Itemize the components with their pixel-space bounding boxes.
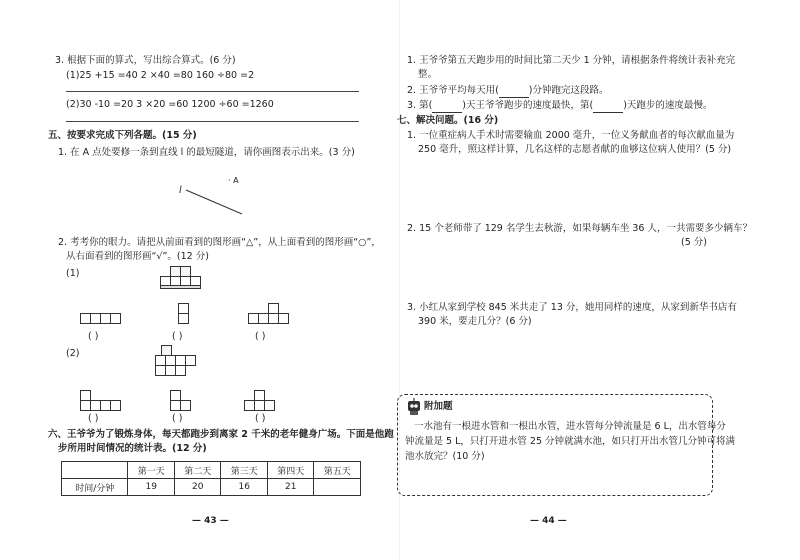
table-header-cell bbox=[62, 462, 128, 479]
section7-title: 七、解决问题。(16 分) bbox=[397, 115, 499, 126]
answer-paren: ( ) bbox=[255, 413, 266, 424]
table-cell: 19 bbox=[128, 479, 175, 496]
answer-paren: ( ) bbox=[255, 331, 266, 342]
table-cell: 20 bbox=[174, 479, 221, 496]
q5-2-b: 从右面看到的图形画“√”。(12 分) bbox=[66, 251, 209, 262]
answer-blank[interactable] bbox=[432, 102, 462, 113]
answer-blank[interactable] bbox=[593, 102, 623, 113]
table-cell-empty bbox=[314, 479, 361, 496]
r-q2-post: )分钟跑完这段路。 bbox=[528, 85, 609, 96]
r-q3-mid: )天王爷爷跑步的速度最快，第( bbox=[462, 100, 594, 111]
r-q2 bbox=[407, 84, 609, 98]
answer-line bbox=[66, 91, 359, 92]
answer-blank[interactable] bbox=[499, 87, 529, 98]
robot-icon bbox=[406, 398, 422, 416]
table-cell: 16 bbox=[221, 479, 268, 496]
problem1-b: 250 毫升，照这样计算，几名这样的志愿者献的血够这位病人使用？(5 分) bbox=[418, 144, 732, 155]
table-row bbox=[62, 479, 361, 496]
answer-paren: ( ) bbox=[172, 413, 183, 424]
answer-paren: ( ) bbox=[172, 331, 183, 342]
page-number-44: — 44 — bbox=[530, 516, 567, 526]
line-l-label: l bbox=[179, 185, 182, 196]
bonus-text-b: 钟流量是 5 L，只打开进水管 25 分钟就满水池，如只打开出水管几分钟可将满 bbox=[405, 436, 736, 447]
q3-line2: (2)30 -10 =20 3 ×20 =60 1200 ÷60 =1260 bbox=[66, 99, 274, 110]
q5-1: 1. 在 A 点处要修一条到直线 l 的最短隧道，请你画图表示出来。(3 分) bbox=[58, 147, 355, 158]
table-header-cell: 第三天 bbox=[221, 462, 268, 479]
answer-paren: ( ) bbox=[88, 331, 99, 342]
problem2-b: (5 分) bbox=[681, 237, 707, 248]
section5-title: 五、按要求完成下列各题。(15 分) bbox=[48, 130, 197, 141]
running-time-table bbox=[61, 461, 361, 496]
table-header-cell: 第五天 bbox=[314, 462, 361, 479]
table-cell: 21 bbox=[267, 479, 314, 496]
r-q1-a: 1. 王爷爷第五天跑步用的时间比第二天少 1 分钟，请根据条件将统计表补充完 bbox=[407, 55, 736, 66]
bonus-text-a: 一水池有一根进水管和一根出水管，进水管每分钟流量是 6 L，出水管每分 bbox=[414, 421, 726, 432]
problem3-a: 3. 小红从家到学校 845 米共走了 13 分，她用同样的速度，从家到新华书店有 bbox=[407, 302, 737, 313]
bonus-text-c: 池水放完？(10 分) bbox=[405, 451, 485, 462]
r-q2-pre: 2. 王爷爷平均每天用( bbox=[407, 85, 499, 96]
section6-title-b: 步所用时间情况的统计表。(12 分) bbox=[58, 443, 207, 454]
point-a-label: · A bbox=[228, 176, 239, 185]
table-row-label: 时间/分钟 bbox=[62, 479, 128, 496]
section6-title-a: 六、王爷爷为了锻炼身体，每天都跑步到离家 2 千米的老年健身广场。下面是他跑 bbox=[48, 429, 394, 440]
line-l bbox=[180, 188, 250, 218]
table-header-row bbox=[62, 462, 361, 479]
answer-line bbox=[66, 121, 359, 122]
r-q3 bbox=[407, 99, 712, 113]
q5-2-a: 2. 考考你的眼力。请把从前面看到的图形画“△”，从上面看到的图形画“○”， bbox=[58, 237, 381, 248]
problem3-b: 390 米，要走几分？(6 分) bbox=[418, 316, 532, 327]
bonus-title: 附加题 bbox=[424, 401, 453, 412]
table-header-cell: 第二天 bbox=[174, 462, 221, 479]
sub1-label: (1) bbox=[66, 268, 80, 279]
solid-figure-2 bbox=[155, 345, 205, 377]
r-q3-pre: 3. 第( bbox=[407, 100, 433, 111]
q3-line1: (1)25 +15 =40 2 ×40 =80 160 ÷80 =2 bbox=[66, 70, 255, 81]
table-header-cell: 第四天 bbox=[267, 462, 314, 479]
solid-figure-1 bbox=[160, 266, 210, 296]
r-q3-post: )天跑步的速度最慢。 bbox=[623, 100, 713, 111]
answer-paren: ( ) bbox=[88, 413, 99, 424]
problem1-a: 1. 一位重症病人手术时需要输血 2000 毫升，一位义务献血者的每次献血量为 bbox=[407, 130, 735, 141]
problem2-a: 2. 15 个老师带了 129 名学生去秋游，如果每辆车坐 36 人，一共需要多少辆车？ bbox=[407, 223, 752, 234]
sub2-label: (2) bbox=[66, 348, 80, 359]
q3-title: 3. 根据下面的算式，写出综合算式。(6 分) bbox=[55, 55, 236, 66]
page-number-43: — 43 — bbox=[192, 516, 229, 526]
r-q1-b: 整。 bbox=[418, 69, 438, 80]
table-header-cell: 第一天 bbox=[128, 462, 175, 479]
